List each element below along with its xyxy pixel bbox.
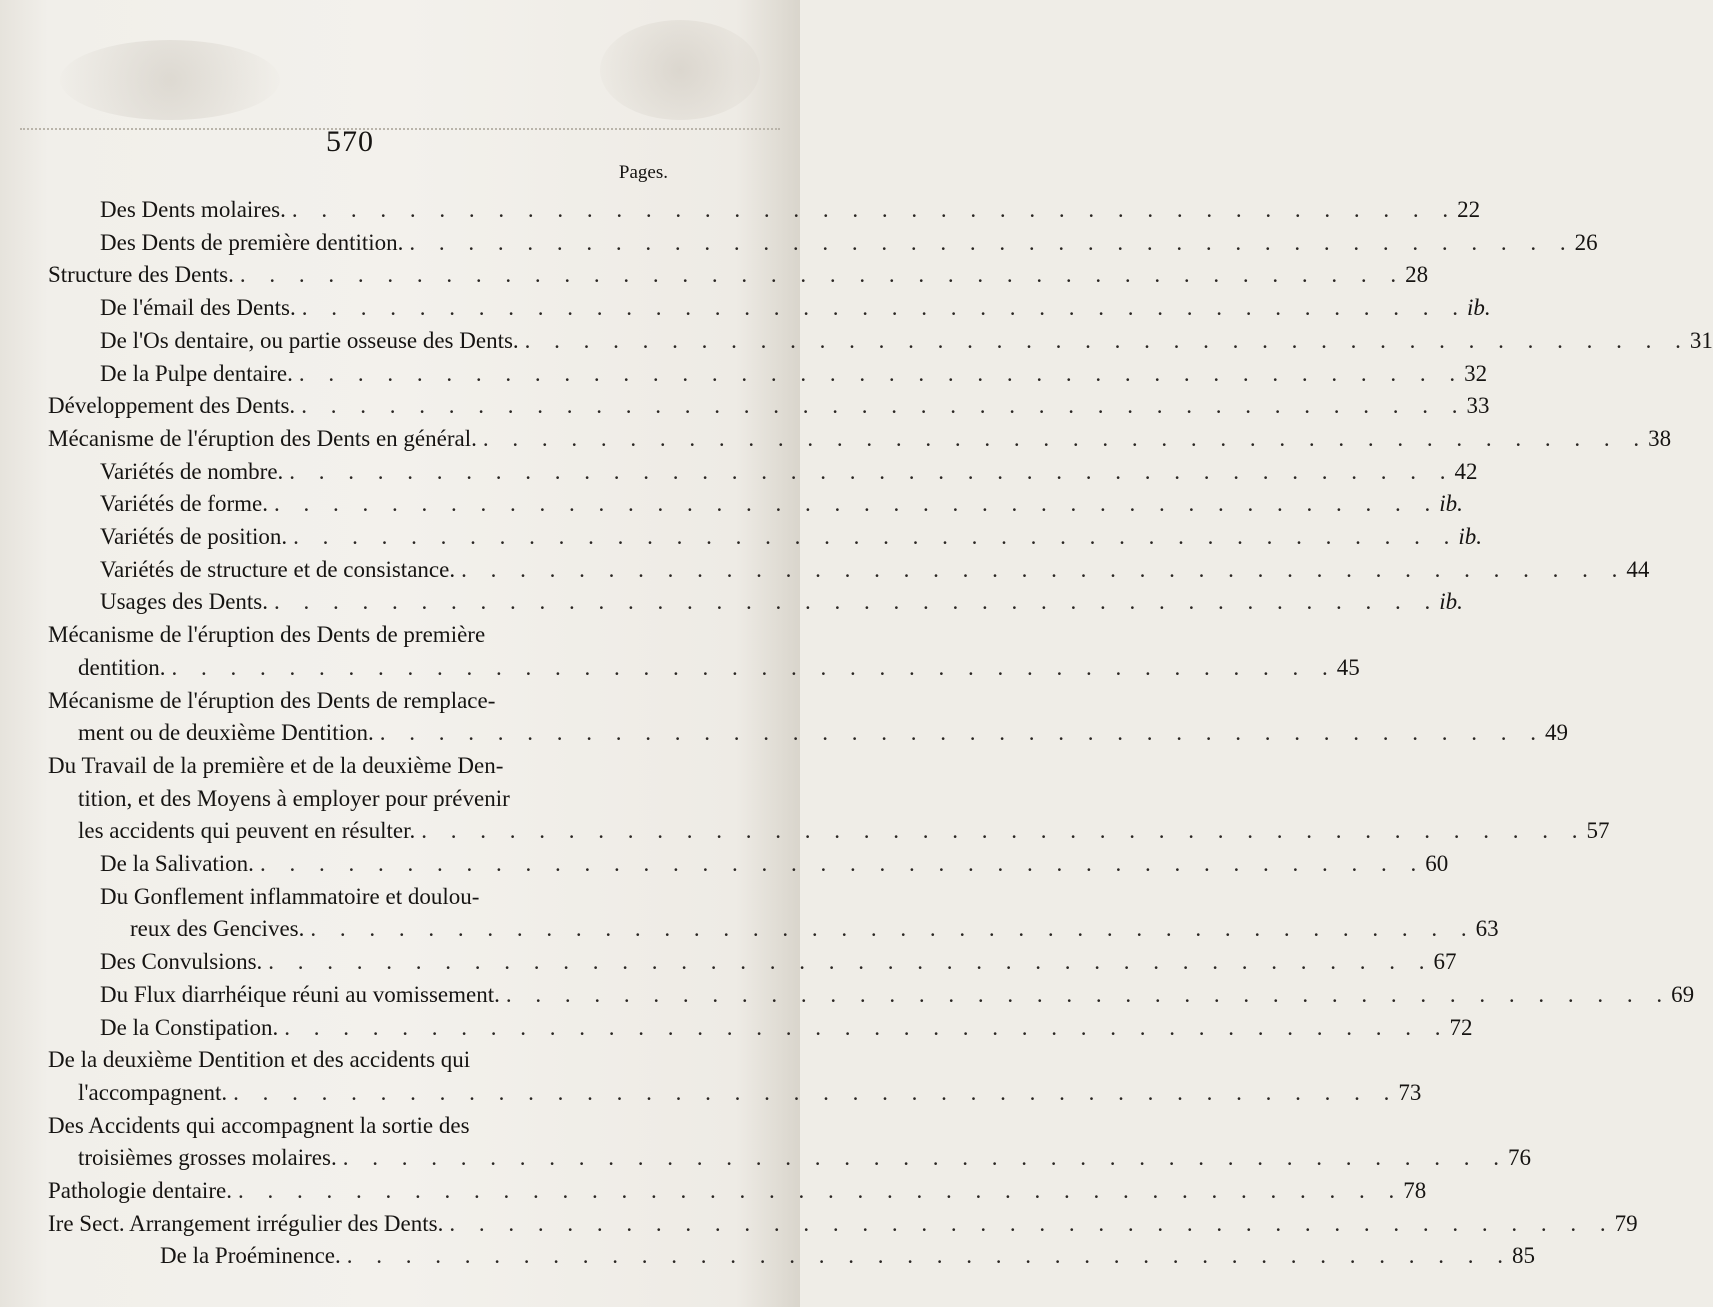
toc-entry-page: 33 [1466, 393, 1490, 419]
toc-entry-page: 28 [1405, 262, 1429, 288]
toc-entry-page: 49 [1544, 720, 1568, 746]
dot-leader: . . . . . . . . . . . . . . . . . . . . . . . . . . . . . . . . . . . . . . . . [346, 1243, 1512, 1269]
toc-entry-title: Variétés de nombre. [100, 458, 284, 484]
toc-entry-title: tition, et des Moyens à employer pour prévenir [78, 785, 510, 811]
toc-entry [130, 912, 1499, 946]
toc-entry [100, 455, 1478, 489]
toc-entry [48, 1207, 1638, 1241]
dot-leader: . . . . . . . . . . . . . . . . . . . . . . . . . . . . . . . . . . . . . . . . [482, 425, 1649, 451]
toc-entry-title: De la Proéminence. [160, 1243, 341, 1269]
toc-entry-title: Du Flux diarrhéique réuni au vomissement. [100, 981, 500, 1007]
toc-entry-title: Mécanisme de l'éruption des Dents de première [48, 622, 486, 648]
toc-entry-title: l'accompagnent. [78, 1079, 228, 1105]
pages-column-label: Pages. [618, 162, 668, 183]
toc-entry-title: Usages des Dents. [100, 589, 268, 615]
dot-leader: . . . . . . . . . . . . . . . . . . . . . . . . . . . . . . . . . . . . . . . . [409, 229, 1575, 255]
toc-entry-title: Des Dents de première dentition. [100, 229, 404, 255]
toc-entry-page: 69 [1671, 981, 1695, 1007]
dot-leader: . . . . . . . . . . . . . . . . . . . . . . . . . . . . . . . . . . . . . . . . [421, 818, 1587, 844]
dot-leader: . . . . . . . . . . . . . . . . . . . . . . . . . . . . . . . . . . . . . . . . [524, 327, 1690, 353]
toc-entry [48, 389, 1490, 423]
dot-leader: . . . . . . . . . . . . . . . . . . . . . . . . . . . . . . . . . . . . . . . . [291, 197, 1458, 222]
toc-entry-title: Structure des Dents. [48, 262, 234, 288]
toc-entry-title: Du Gonflement inflammatoire et doulou- [100, 883, 480, 909]
toc-entry-title: Des Convulsions. [100, 949, 263, 975]
toc-entry-page: 22 [1457, 197, 1481, 222]
dot-leader: . . . . . . . . . . . . . . . . . . . . . . . . . . . . . . . . . . . . . . . . [274, 589, 1440, 615]
toc-entry [100, 193, 1481, 227]
toc-entry-title: De la deuxième Dentition et des accidents qui [48, 1047, 471, 1073]
toc-entry-page: 63 [1475, 916, 1499, 942]
toc-entry [100, 291, 1491, 325]
toc-entry-page: 42 [1454, 458, 1478, 484]
toc-entry-title: Variétés de position. [100, 524, 288, 549]
dot-leader: . . . . . . . . . . . . . . . . . . . . . . . . . . . . . . . . . . . . . . . . [301, 393, 1467, 419]
toc-entry-title: De la Constipation. [100, 1014, 279, 1040]
dot-leader: . . . . . . . . . . . . . . . . . . . . . . . . . . . . . . . . . . . . . . . . [237, 1178, 1404, 1203]
dot-leader: . . . . . . . . . . . . . . . . . . . . . . . . . . . . . . . . . . . . . . . . [505, 981, 1672, 1007]
toc-entry-title: De la Pulpe dentaire. [100, 360, 293, 386]
toc-entry-title: Pathologie dentaire. [48, 1178, 232, 1203]
toc-entry-title: De l'émail des Dents. [100, 295, 296, 321]
toc-entry-page: 67 [1433, 949, 1457, 975]
toc-entry [100, 978, 1695, 1012]
dot-leader: . . . . . . . . . . . . . . . . . . . . . . . . . . . . . . . . . . . . . . . . [268, 949, 1434, 975]
dot-leader: . . . . . . . . . . . . . . . . . . . . . . . . . . . . . . . . . . . . . . . . [293, 524, 1459, 549]
toc-entry-page: ib. [1439, 589, 1463, 615]
dot-leader: . . . . . . . . . . . . . . . . . . . . . . . . . . . . . . . . . . . . . . . . [298, 360, 1465, 386]
toc-entry-page: 60 [1425, 851, 1449, 876]
dot-leader: . . . . . . . . . . . . . . . . . . . . . . . . . . . . . . . . . . . . . . . . [284, 1014, 1450, 1040]
toc-entry-page: 76 [1507, 1145, 1531, 1171]
dot-leader: . . . . . . . . . . . . . . . . . . . . . . . . . . . . . . . . . . . . . . . . [259, 851, 1426, 876]
dot-leader: . . . . . . . . . . . . . . . . . . . . . . . . . . . . . . . . . . . . . . . . [289, 458, 1455, 484]
toc-entry [100, 1011, 1473, 1045]
toc-entry-page: ib. [1458, 524, 1483, 549]
toc-entry-page: 57 [1586, 818, 1610, 844]
dot-leader: . . . . . . . . . . . . . . . . . . . . . . . . . . . . . . . . . . . . . . . . [301, 295, 1468, 321]
toc-entry [100, 487, 1463, 521]
toc-entry [100, 553, 1650, 587]
toc-entry-title: Du Travail de la première et de la deuxième Den- [48, 752, 504, 778]
toc-entry [78, 1141, 1531, 1175]
toc-entry [100, 324, 1713, 358]
dot-leader: . . . . . . . . . . . . . . . . . . . . . . . . . . . . . . . . . . . . . . . . [379, 720, 1545, 746]
toc-entry-page: ib. [1439, 491, 1463, 517]
toc-entry [48, 422, 1672, 456]
toc-entry-title: les accidents qui peuvent en résulter. [78, 818, 416, 844]
toc-entry-title: Des Accidents qui accompagnent la sortie des [48, 1112, 470, 1138]
toc-entry [78, 716, 1568, 750]
dot-leader: . . . . . . . . . . . . . . . . . . . . . . . . . . . . . . . . . . . . . . . . [171, 654, 1337, 680]
dot-leader: . . . . . . . . . . . . . . . . . . . . . . . . . . . . . . . . . . . . . . . . [239, 262, 1406, 288]
dot-leader: . . . . . . . . . . . . . . . . . . . . . . . . . . . . . . . . . . . . . . . . [310, 916, 1476, 942]
toc-entry [100, 585, 1463, 619]
toc-entry-title: dentition. [78, 654, 166, 680]
toc-entry-title: De l'Os dentaire, ou partie osseuse des Dents. [100, 327, 519, 353]
toc-entry-title: De la Salivation. [100, 851, 254, 876]
dot-leader: . . . . . . . . . . . . . . . . . . . . . . . . . . . . . . . . . . . . . . . . [461, 556, 1627, 582]
toc-entry-page: ib. [1467, 295, 1491, 321]
toc-entry-title: Ire Sect. Arrangement irrégulier des Dents. [48, 1210, 444, 1236]
toc-entry-page: 26 [1574, 229, 1598, 255]
dot-leader: . . . . . . . . . . . . . . . . . . . . . . . . . . . . . . . . . . . . . . . . [449, 1210, 1615, 1236]
toc-entry-page: 31 [1689, 327, 1713, 353]
page-number: 570 [326, 125, 374, 158]
toc-entry-title: reux des Gencives. [130, 916, 305, 942]
toc-entry [78, 814, 1610, 848]
toc-entry-page: 44 [1626, 556, 1650, 582]
toc-entry [48, 1174, 1427, 1208]
toc-entry [78, 651, 1360, 685]
toc-entry [160, 1239, 1535, 1273]
toc-entry [48, 258, 1429, 292]
toc-entry-page: 32 [1464, 360, 1488, 386]
paper-stain [600, 20, 760, 120]
dot-leader: . . . . . . . . . . . . . . . . . . . . . . . . . . . . . . . . . . . . . . . . [273, 491, 1440, 517]
toc-entry [100, 847, 1449, 881]
toc-entry-title: Variétés de structure et de consistance. [100, 556, 456, 582]
dot-leader: . . . . . . . . . . . . . . . . . . . . . . . . . . . . . . . . . . . . . . . . [233, 1079, 1399, 1105]
toc-entry-title: troisièmes grosses molaires. [78, 1145, 337, 1171]
toc-entry-page: 85 [1511, 1243, 1535, 1269]
toc-entry-page: 38 [1648, 425, 1672, 451]
paper-stain [60, 40, 280, 120]
toc-entry [100, 945, 1457, 979]
toc-entry-page: 45 [1336, 654, 1360, 680]
toc-entry-page: 72 [1449, 1014, 1473, 1040]
toc-entry-title: Des Dents molaires. [100, 197, 286, 222]
toc-entry-page: 73 [1398, 1079, 1422, 1105]
toc-entry [100, 357, 1488, 391]
toc-entry-title: Variétés de forme. [100, 491, 268, 517]
toc-entry-title: ment ou de deuxième Dentition. [78, 720, 374, 746]
toc-entry-page: 79 [1614, 1210, 1638, 1236]
dot-leader: . . . . . . . . . . . . . . . . . . . . . . . . . . . . . . . . . . . . . . . . [342, 1145, 1508, 1171]
toc-entry [100, 226, 1598, 260]
toc-entry [100, 520, 1483, 554]
toc-entry-title: Mécanisme de l'éruption des Dents en général. [48, 425, 477, 451]
toc-entry-page: 78 [1403, 1178, 1427, 1203]
toc-entry-title: Mécanisme de l'éruption des Dents de remplace- [48, 687, 496, 713]
toc-entry-title: Développement des Dents. [48, 393, 296, 419]
toc-entry [78, 1076, 1422, 1110]
